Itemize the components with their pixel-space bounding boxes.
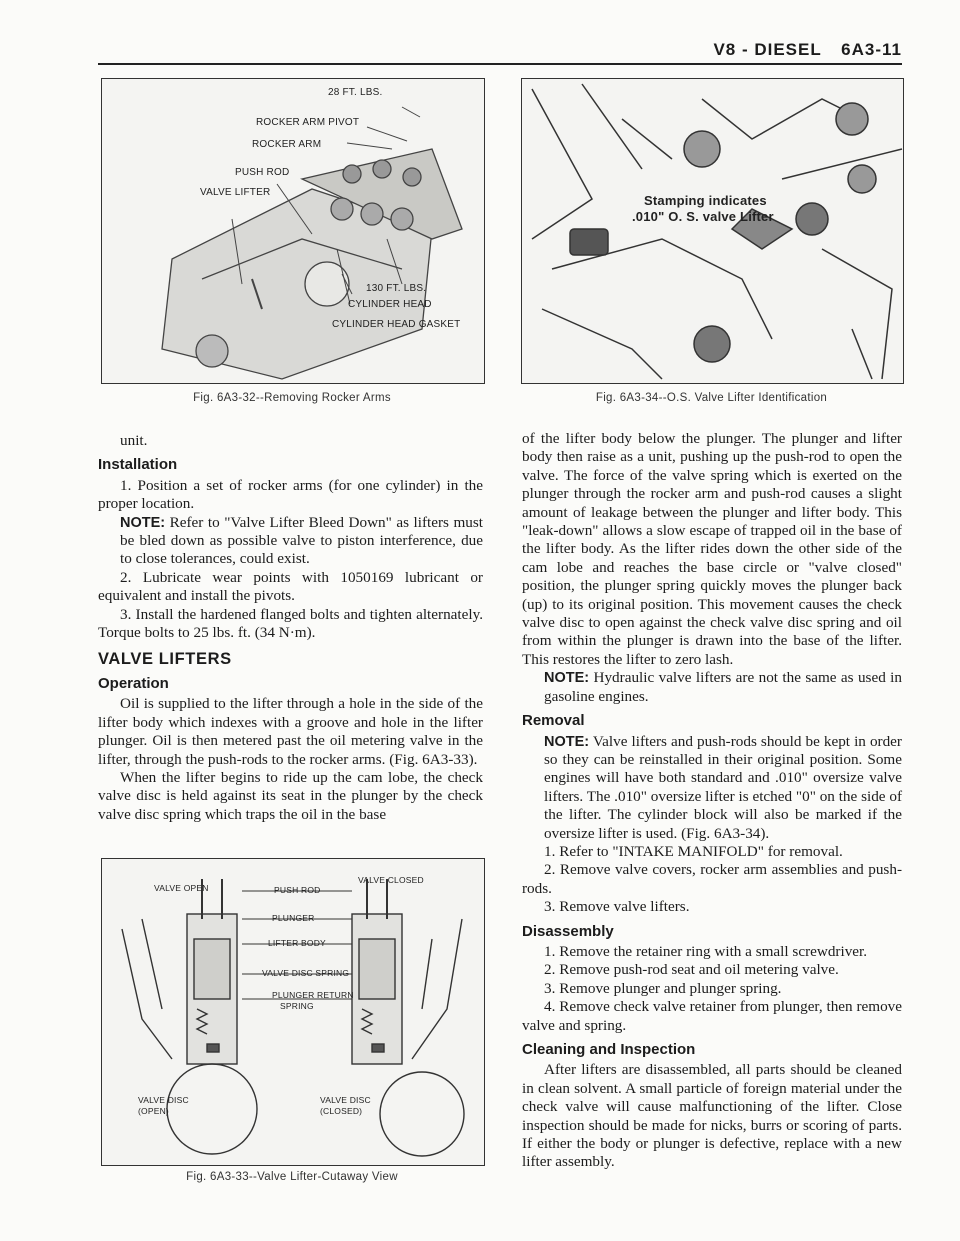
label-lifter-body: LIFTER BODY [268, 938, 326, 948]
caption-fig-34: Fig. 6A3-34--O.S. Valve Lifter Identification [595, 392, 828, 404]
note-label: NOTE: [120, 514, 166, 531]
label-valve-lifter: VALVE LIFTER [200, 187, 271, 198]
operation-paragraph-1: Oil is supplied to the lifter through a hole in the side of the lifter body which indexes with a groove and hole in the lifter plunger. Oil is then metered past the oil metering valve in the lifter, through the push-rods to the rocker arms. (Fig. 6A3-33). [98, 695, 483, 768]
label-valve-disc-spring: VALVE DISC SPRING [262, 968, 350, 978]
operation-continued: of the lifter body below the plunger. The plunger and lifter body then raise as a unit, pushing up the push-rod to open the valve. The force of the valve spring which is exerted on the plunger through the rocker arm and push-rod causes a slight amount of leakage between the plunger and lifter body. This "leak-down" allows a slow escape of trapped oil in the base of the lifter body. As the lifter rides down the other side of the cam lobe and reaches the base circle or "valve closed" position, the plunger spring quickly moves the plunger back (up) to its original position. This movement causes the check valve disc to open against the check valve disc spring and oil from within the plunger is drawn into the base of the lifter. This restores the lifter to zero lash. [522, 430, 902, 668]
page-header [699, 40, 902, 60]
installation-step-2: 2. Lubricate wear points with 1050169 lubricant or equivalent and install the pivots. [98, 568, 483, 605]
left-column [98, 432, 483, 824]
heading-valve-lifters: VALVE LIFTERS [98, 650, 232, 669]
installation-step-1: 1. Position a set of rocker arms (for one cylinder) in the proper location. [98, 476, 483, 513]
note-hydraulic [522, 669, 902, 706]
right-column [522, 430, 902, 1172]
disassembly-step-2: 2. Remove push-rod seat and oil metering valve. [544, 961, 839, 979]
label-push-rod: PUSH ROD [274, 885, 321, 895]
note-text: Refer to "Valve Lifter Bleed Down" as lifters must be bled down as possible valve to piston interference, due to close tolerances, could exist. [120, 513, 483, 568]
label-torque-top: 28 FT. LBS. [328, 87, 383, 98]
heading-cleaning-inspection: Cleaning and Inspection [522, 1041, 696, 1058]
note-text: Hydraulic valve lifters are not the same as used in gasoline engines. [544, 669, 902, 705]
label-cylinder-head-gasket: CYLINDER HEAD GASKET [332, 319, 461, 330]
label-stamping-indicates: Stamping indicates [644, 193, 767, 208]
heading-installation: Installation [98, 456, 178, 474]
removal-step-3: 3. Remove valve lifters. [544, 898, 690, 916]
operation-paragraph-2: When the lifter begins to ride up the cam lobe, the check valve disc is held against its seat in the plunger by the check valve disc spring which traps the oil in the base [98, 768, 483, 823]
label-plunger: PLUNGER [272, 913, 315, 923]
header-rule [98, 63, 902, 65]
disassembly-step-4: 4. Remove check valve retainer from plunger, then remove valve and spring. [522, 998, 902, 1034]
caption-fig-32: Fig. 6A3-32--Removing Rocker Arms [193, 392, 391, 404]
cleaning-paragraph: After lifters are disassembled, all parts should be cleaned in clean solvent. A small particle of foreign material under the check valve will cause malfunctioning of the lifter. Close inspection should be made for nicks, burrs or scoring of parts. If either the body or plunger is defective, replace with a new lifter assembly. [522, 1061, 902, 1171]
note-oversize [522, 733, 902, 843]
label-valve-open: VALVE OPEN [154, 883, 209, 893]
disassembly-step-1: 1. Remove the retainer ring with a small screwdriver. [544, 942, 868, 960]
disassembly-step-3: 3. Remove plunger and plunger spring. [544, 979, 782, 997]
label-open: (OPEN) [138, 1106, 169, 1116]
lifter-cutaway-illustration [102, 859, 484, 1165]
header-section: V8 - DIESEL [713, 40, 822, 59]
heading-operation: Operation [98, 674, 169, 692]
label-torque-head: 130 FT. LBS. [366, 283, 427, 294]
label-push-rod: PUSH ROD [235, 167, 290, 178]
note-text: Valve lifters and push-rods should be kept in order so they can be reinstalled in their original position. Some engines will have both standard and .010" oversize valve lifters. The .010" oversize lifter is etched "0" on the side of the lifter. The cylinder block will also be marked if the oversize lifter is used. (Fig. 6A3-34). [544, 732, 902, 842]
label-plunger-return: PLUNGER RETURN [272, 990, 354, 1000]
heading-disassembly: Disassembly [522, 922, 614, 940]
label-valve-disc-open: VALVE DISC [138, 1095, 189, 1105]
figure-os-valve-lifter-identification [521, 78, 904, 384]
label-valve-closed: VALVE CLOSED [358, 875, 424, 885]
label-spring: SPRING [280, 1001, 314, 1011]
label-os-valve-lifter: .010" O. S. valve Lifter [632, 209, 774, 224]
lifter-bore-illustration [522, 79, 903, 383]
removal-step-2: 2. Remove valve covers, rocker arm assemblies and push-rods. [522, 861, 902, 897]
figure-valve-lifter-cutaway [101, 858, 485, 1166]
heading-removal: Removal [522, 712, 585, 730]
note-bleed-down [98, 514, 483, 569]
installation-step-3: 3. Install the hardened flanged bolts and tighten alternately. Torque bolts to 25 lbs. ft. (34 N·m). [98, 605, 483, 642]
unit-text: unit. [120, 432, 148, 449]
figure-removing-rocker-arms [101, 78, 485, 384]
note-label: NOTE: [544, 670, 590, 687]
note-label: NOTE: [544, 733, 590, 750]
caption-fig-33: Fig. 6A3-33--Valve Lifter-Cutaway View [186, 1171, 398, 1183]
header-page-number: 6A3-11 [841, 40, 902, 59]
label-rocker-arm-pivot: ROCKER ARM PIVOT [256, 117, 360, 128]
removal-step-1: 1. Refer to "INTAKE MANIFOLD" for removal. [544, 842, 843, 860]
label-closed: (CLOSED) [320, 1106, 363, 1116]
label-rocker-arm: ROCKER ARM [252, 139, 322, 150]
label-cylinder-head: CYLINDER HEAD [348, 299, 432, 310]
label-valve-disc-closed: VALVE DISC [320, 1095, 371, 1105]
